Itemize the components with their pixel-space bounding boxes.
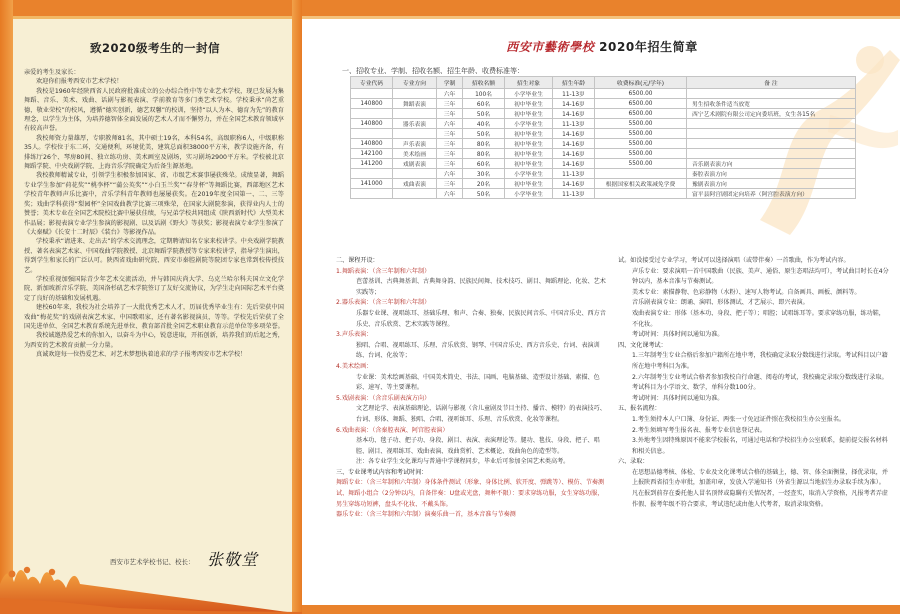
brochure-text-line: 1.三年制考生专业合格后参加户籍所在地中考，我校确定录取分数线进行录取。考试科目以户籍所在地中考科目为准。 <box>632 352 888 370</box>
table-cell: 14-16岁 <box>553 149 595 159</box>
letter-panel <box>0 0 302 614</box>
table-cell <box>393 169 437 179</box>
brochure-text-line: 注：各专业学生文化课均与普通中学课程同步，毕业后可参加全国艺术类高考。 <box>356 458 570 466</box>
table-cell: 小学毕业生 <box>505 169 553 179</box>
table-row <box>351 119 856 129</box>
table-header-cell: 专业代码 <box>351 77 393 89</box>
table-row <box>351 189 856 199</box>
table-cell: 140800 <box>351 99 393 109</box>
brochure-text-line: 2.考生须填写考生报名表、报考专业信息登记表。 <box>632 426 766 434</box>
table-header-cell: 招生对象 <box>505 77 553 89</box>
brochure-text-line: 六、录取： <box>618 458 649 466</box>
brochure-text-line: 5.戏剧表演：（含音乐剧表演方向） <box>336 394 431 402</box>
letter-signoff: 西安市艺术学校书记、校长： <box>110 558 195 566</box>
table-row <box>351 89 856 99</box>
crowd-silhouette-graphic <box>0 554 302 614</box>
table-cell: 三年 <box>437 149 463 159</box>
table-cell: 5500.00 <box>595 139 687 149</box>
letter-title: 致2020级考生的一封信 <box>89 41 220 55</box>
table-row <box>351 179 856 189</box>
table-header-cell: 学制 <box>437 77 463 89</box>
letter-paragraph: 学校秉承“请进来、走出去”的学术交流理念，定期聘请知名专家来校讲学。中央戏剧学院教授、著名表演艺术家、中国戏曲学院教授、北京舞蹈学院教授等专家来校讲学，指导学生演出，得到学生和家长的广泛认可。陕西省戏曲研究院、西安市秦腔剧院等院团专家也常到校传授技艺。 <box>24 238 284 274</box>
table-cell: 60名 <box>463 99 505 109</box>
table-cell: 美术绘画 <box>393 149 437 159</box>
table-row <box>351 99 856 109</box>
brochure-text-line: 戏曲表演专业：形体（基本功、身段、把子等）；唱腔；试唱练耳等。要求穿练功服，练功鞋，不化妆。 <box>632 309 885 328</box>
brochure-text-line: 4.美术绘画： <box>336 362 373 370</box>
table-cell <box>351 109 393 119</box>
table-row <box>351 109 856 119</box>
brochure-text-line: 独唱、合唱、视唱练耳、乐理、音乐欣赏、钢琴、中国音乐史、西方音乐史、台词、表演训练、台词、化妆等； <box>356 341 600 360</box>
table-cell <box>351 89 393 99</box>
table-cell: 音乐剧表演方向 <box>687 159 856 169</box>
brochure-title <box>392 38 812 55</box>
table-cell: 初中毕业生 <box>505 139 553 149</box>
table-cell: 14-16岁 <box>553 179 595 189</box>
table-row <box>351 149 856 159</box>
brochure-text-line: 1.舞蹈表演：（含三年制和六年制） <box>336 267 431 275</box>
bottom-orange-band <box>302 605 900 614</box>
table-cell: 初中毕业生 <box>505 109 553 119</box>
table-cell <box>351 129 393 139</box>
table-cell: 5500.00 <box>595 159 687 169</box>
table-cell: 富平县阿宫剧团定向培养（阿宫腔表演方向） <box>687 189 856 199</box>
school-logo-text: 西安市藝術學校 <box>506 40 595 54</box>
letter-paragraph: 学校重视加强国际青少年艺术交流活动，并与韩国庆尚大学、乌克兰哈尔科夫国立文化学院、新加坡新音乐学院、美国洛杉矶艺术学院签订了友好交流协议，为学生走向国际艺术平台奠定了良好的基础和发展机遇。 <box>24 275 284 302</box>
table-cell: 11-13岁 <box>553 189 595 199</box>
table-cell: 141200 <box>351 159 393 169</box>
section-heading-admission: 一、招收专业、学制、招收名额、招生年龄、收费标准等： <box>342 67 524 75</box>
brochure-text-line: 1.考生须持本人户口簿、身份证、两张一寸免冠证件照在我校招生办公室报名。 <box>632 415 846 423</box>
table-cell: 11-13岁 <box>553 119 595 129</box>
brochure-text-line: 舞蹈专业：（含三年制和六年制）身体条件测试（形象、身体比例、软开度、弹跳等）、模仿、节奏测试、舞蹈小组合（2分钟以内，自备伴奏：U盘或光盘，舞种不限）：要求穿练功服，女生穿练功服，男生穿练功短裤，盘头不化妆、不戴头饰。 <box>336 479 605 508</box>
table-cell <box>393 109 437 119</box>
table-row <box>351 139 856 149</box>
table-cell: 11-13岁 <box>553 169 595 179</box>
table-cell: 男生招收条件适当放宽 <box>687 99 856 109</box>
brochure-text-line: 器乐专业：（含三年制和六年制）演奏乐曲一首，基本音准与节奏测 <box>336 511 516 519</box>
table-cell: 初中毕业生 <box>505 99 553 109</box>
brochure-panel <box>302 0 900 614</box>
table-cell: 秦腔表演方向 <box>687 169 856 179</box>
brochure-text-line: 3.声乐表演： <box>336 331 373 339</box>
brochure-text-line: 美术专业：素描静物、色彩静物（水粉）、速写人物考试。自备画具、画板、颜料等。 <box>632 288 861 296</box>
table-header-cell: 招收名额 <box>463 77 505 89</box>
table-cell: 5500.00 <box>595 149 687 159</box>
table-cell: 初中毕业生 <box>505 149 553 159</box>
table-header-cell: 收费标准(元/学年) <box>595 77 687 89</box>
right-border-band <box>292 0 302 614</box>
table-cell: 5500.00 <box>595 129 687 139</box>
table-cell <box>687 89 856 99</box>
table-cell <box>393 189 437 199</box>
table-cell: 小学毕业生 <box>505 189 553 199</box>
admission-table <box>350 76 856 199</box>
table-cell: 50名 <box>463 129 505 139</box>
table-cell: 141000 <box>351 179 393 189</box>
table-cell <box>687 119 856 129</box>
table-cell <box>393 89 437 99</box>
brochure-text-line: 考试时间：具体时间以通知为准。 <box>632 394 724 402</box>
letter-welcome: 欢迎你们报考西安市艺术学校！ <box>36 78 123 86</box>
table-row <box>351 159 856 169</box>
table-cell: 器乐表演 <box>393 119 437 129</box>
table-cell: 小学毕业生 <box>505 119 553 129</box>
table-header-cell: 专业方向 <box>393 77 437 89</box>
table-cell <box>351 189 393 199</box>
table-cell: 6500.00 <box>595 89 687 99</box>
table-cell: 舞蹈表演 <box>393 99 437 109</box>
table-cell: 40名 <box>463 119 505 129</box>
table-cell: 30名 <box>463 169 505 179</box>
letter-paragraph: 建校60年来，我校为社会培养了一大批优秀艺术人才，历届优秀毕业生有：先后荣获中国戏曲“梅花奖”的戏剧表演艺术家、中国歌唱家，还有著名影视演员，等等。学校先后荣获了全国先进单位、全国艺术教育系统先进单位、教育部首批全国艺术职业教育示范单位等多项荣誉。 <box>24 304 284 330</box>
brochure-text-line: 四、文化课考试： <box>618 341 667 349</box>
table-cell: 戏剧表演 <box>393 159 437 169</box>
table-cell: 140800 <box>351 139 393 149</box>
brochure-text-line: 文艺理论学、表演基础理论、话剧与影视（含儿童剧及节目主持、播音、模特）的表演技巧、台词、形体、舞蹈、独唱、合唱、视听练耳、乐理、音乐欣赏、化妆等课程。 <box>356 405 606 423</box>
table-cell: 三年 <box>437 99 463 109</box>
table-cell: 140800 <box>351 119 393 129</box>
table-cell: 6500.00 <box>595 99 687 109</box>
brochure-text-line: 乐器专业课、视唱练耳、基础乐理、和声、合奏、独奏、民族民间音乐、中国音乐史、西方音乐史、音乐欣赏、艺术实践等课程。 <box>356 309 606 328</box>
brochure-text-line: 音乐剧表演专业：朗诵、演唱、形体测试、才艺展示、即兴表演。 <box>632 299 809 307</box>
table-cell: 14-16岁 <box>553 159 595 169</box>
brochure-title-suffix: 2020年招生简章 <box>599 40 698 54</box>
table-cell: 六年 <box>437 119 463 129</box>
table-cell: 80名 <box>463 139 505 149</box>
table-cell: 六年 <box>437 89 463 99</box>
top-light-band <box>302 16 900 19</box>
table-cell: 声乐表演 <box>393 139 437 149</box>
table-cell: 三年 <box>437 159 463 169</box>
top-orange-band <box>0 0 302 16</box>
table-cell: 11-13岁 <box>553 89 595 99</box>
table-cell <box>595 189 687 199</box>
brochure-text-line: 专业课：美术绘画基础、中国美术简史、书法、国画、电脑基础、造型设计基础、素描、色彩、速写、等主要课程。 <box>356 373 600 392</box>
brochure-text-line: 试。如没接受过专业学习，考试可以选择演唱（或带伴奏）一首歌曲，作为考试内容。 <box>618 257 850 264</box>
letter-body <box>24 68 284 360</box>
table-cell <box>687 149 856 159</box>
table-cell <box>595 169 687 179</box>
table-header-row <box>351 77 856 89</box>
table-header-cell: 备 注 <box>687 77 856 89</box>
admission-table-body <box>351 89 856 199</box>
table-cell: 6500.00 <box>595 109 687 119</box>
table-cell: 142100 <box>351 149 393 159</box>
brochure-left-column <box>336 256 608 521</box>
table-cell: 六年 <box>437 169 463 179</box>
table-cell <box>393 129 437 139</box>
letter-paragraph: 我校诚邀热爱艺术的你加入，以奋斗为中心，锐意进取，开拓创新，培养我们的后起之秀，为西安的艺术教育贡献一分力量。 <box>24 332 284 349</box>
table-cell: 初中毕业生 <box>505 159 553 169</box>
table-cell: 5500.00 <box>595 119 687 129</box>
table-cell: 14-16岁 <box>553 129 595 139</box>
table-cell: 14-16岁 <box>553 139 595 149</box>
table-header-cell: 招生年龄 <box>553 77 595 89</box>
table-cell: 小学毕业生 <box>505 89 553 99</box>
brochure-text-line: 三、专业课考试内容和考试时间： <box>336 468 428 476</box>
table-cell: 三年 <box>437 129 463 139</box>
table-cell: 豫剧表演方向 <box>687 179 856 189</box>
brochure-text-line: 基本功、毯子功、把子功、身段、剧目、表演、表演理论等。腿功、毯技、身段、把子、唱腔、剧目、视唱练耳、戏曲表演、戏曲赏析、艺术概论、戏曲角色的造型等。 <box>356 437 600 455</box>
letter-paragraph: 我校教师精诚专业，引领学生积极参加国家、省、市级艺术赛事屡获殊荣。成绩显著，舞蹈专业学生参加“荷花奖”“桃李杯”“蒲公英奖”“小白玉兰奖”“春芽杯”等舞蹈比赛，西部地区艺术学校青年教师声乐比赛中，音乐学科青年教师也屡屡获奖。在2019年度全国第一、二、三等奖；戏曲学科获得“梨园杯”全国戏曲教学比赛三项殊荣，在国家大剧院参演，获得业内人士的赞誉；美术专业在全国艺术院校比赛中屡获佳绩，与兄弟学校共同组成《陕西新时代》大型美术作品展；影视表演专业学生参演的影视剧、以及话剧《野火》等获奖；影视表演专业学生参演了《大秦赋》《长安十二时辰》《装台》等影视作品。 <box>24 172 284 236</box>
brochure-right-column <box>618 256 890 510</box>
brochure-text-line: 在思想品德考核、体检、专业及文化课考试合格的基础上，德、智、体全面衡量，择优录取，并上报陕西省招生办审批，加盖印章，发放入学通知书（外省生源以当地招生办录取手续为准）。凡在报到前存在委托他人冒名顶替或隐瞒有关情况者，一经查实，取消入学资格，凡报考者弄虚作假、报考年级不符合要求，考试违纪或由他人代考者，取消录取资格。 <box>632 468 888 508</box>
table-cell: 三年 <box>437 179 463 189</box>
brochure-text-line: 6.戏曲表演：（含秦腔表演、阿宫腔表演） <box>336 426 449 434</box>
table-cell: 14-16岁 <box>553 99 595 109</box>
principal-signature: 张敬堂 <box>207 550 259 569</box>
table-cell <box>687 139 856 149</box>
brochure-text-line: 3.外地考生因特殊原因不能来学校报名，可通过电话和学校招生办公室联系，提前提交报名材料和相关信息。 <box>632 437 888 455</box>
table-cell: 初中毕业生 <box>505 129 553 139</box>
letter-paragraph: 我校是1960年经陕西省人民政府批准成立的公办综合性中等专业艺术学校，现已发展为集舞蹈、音乐、美术、戏曲、话剧与影视表演、学前教育等多门类艺术学校。学校秉承“尚艺重德，敬业荣校”的校风，遵循“德实创新，德艺双馨”的校训，坚持“以人为本、德育为先”的教育理念，以学生为主体，为培养德智体全面发展的艺术人才而不懈努力，并在全国艺术教育领域享有较高声誉。 <box>24 87 284 133</box>
letter-paragraph: 真诚欢迎每一位热爱艺术、对艺术梦想执着追求的学子报考西安市艺术学校！ <box>36 351 247 359</box>
letter-paragraph: 我校师资力量雄厚，专职教师81名，其中硕士19名，本科54名，高级职称6人，中级职称35人。学校位于东二环，交通便利，环境优美，建筑总面积38000平方米，教学设施齐备，有排练厅26个、琴房80间、独立练功房、美术画室及剧场，实习剧场2900平方米。学校被北京舞蹈学院、中央戏剧学院、上海音乐学院确定为后备生源基地。 <box>24 134 284 171</box>
top-light-band <box>0 16 302 19</box>
table-cell <box>351 169 393 179</box>
top-orange-band <box>302 0 900 16</box>
table-cell: 60名 <box>463 159 505 169</box>
table-cell: 三年 <box>437 109 463 119</box>
table-cell: 80名 <box>463 149 505 159</box>
letter-greeting: 亲爱的考生及家长： <box>24 69 80 76</box>
table-cell <box>687 129 856 139</box>
table-cell: 三年 <box>437 139 463 149</box>
table-cell: 西宁艺术剧院有限公司定向委培班，女生各15名 <box>687 109 856 119</box>
table-cell: 20名 <box>463 179 505 189</box>
brochure-text-line: 芭蕾基训、古典舞基训、古典舞身韵、民族民间舞、技术技巧、剧目、舞蹈理论、化妆、艺术实践等； <box>356 278 606 296</box>
brochure-text-line: 五、报名流程： <box>618 405 661 413</box>
table-row <box>351 169 856 179</box>
table-cell: 50名 <box>463 189 505 199</box>
table-cell: 六年 <box>437 189 463 199</box>
table-cell: 初中毕业生 <box>505 179 553 189</box>
brochure-text-line: 二、课程开设： <box>336 257 379 264</box>
table-cell: 14-16岁 <box>553 109 595 119</box>
brochure-text-line: 2.六年制考生专业考试合格者参加我校自行命题、阅卷的考试，我校确定录取分数线进行录取。考试科目为小学语文、数学，单科分数100分。 <box>632 373 888 392</box>
table-row <box>351 129 856 139</box>
brochure-text-line: 2.器乐表演：（含三年制和六年制） <box>336 299 431 307</box>
table-cell: 100名 <box>463 89 505 99</box>
table-cell: 戏曲表演 <box>393 179 437 189</box>
table-cell: 根据国家相关政策减免学费 <box>595 179 687 189</box>
left-border-band <box>0 0 13 614</box>
brochure-text-line: 声乐专业：要求演唱一首中国歌曲（民族、美声、通俗、原生态唱法均可），考试曲目时长在4分钟以内，基本音准与节奏测试。 <box>632 267 889 286</box>
brochure-text-line: 考试时间：具体时间以通知为准。 <box>632 331 724 339</box>
table-cell: 50名 <box>463 109 505 119</box>
